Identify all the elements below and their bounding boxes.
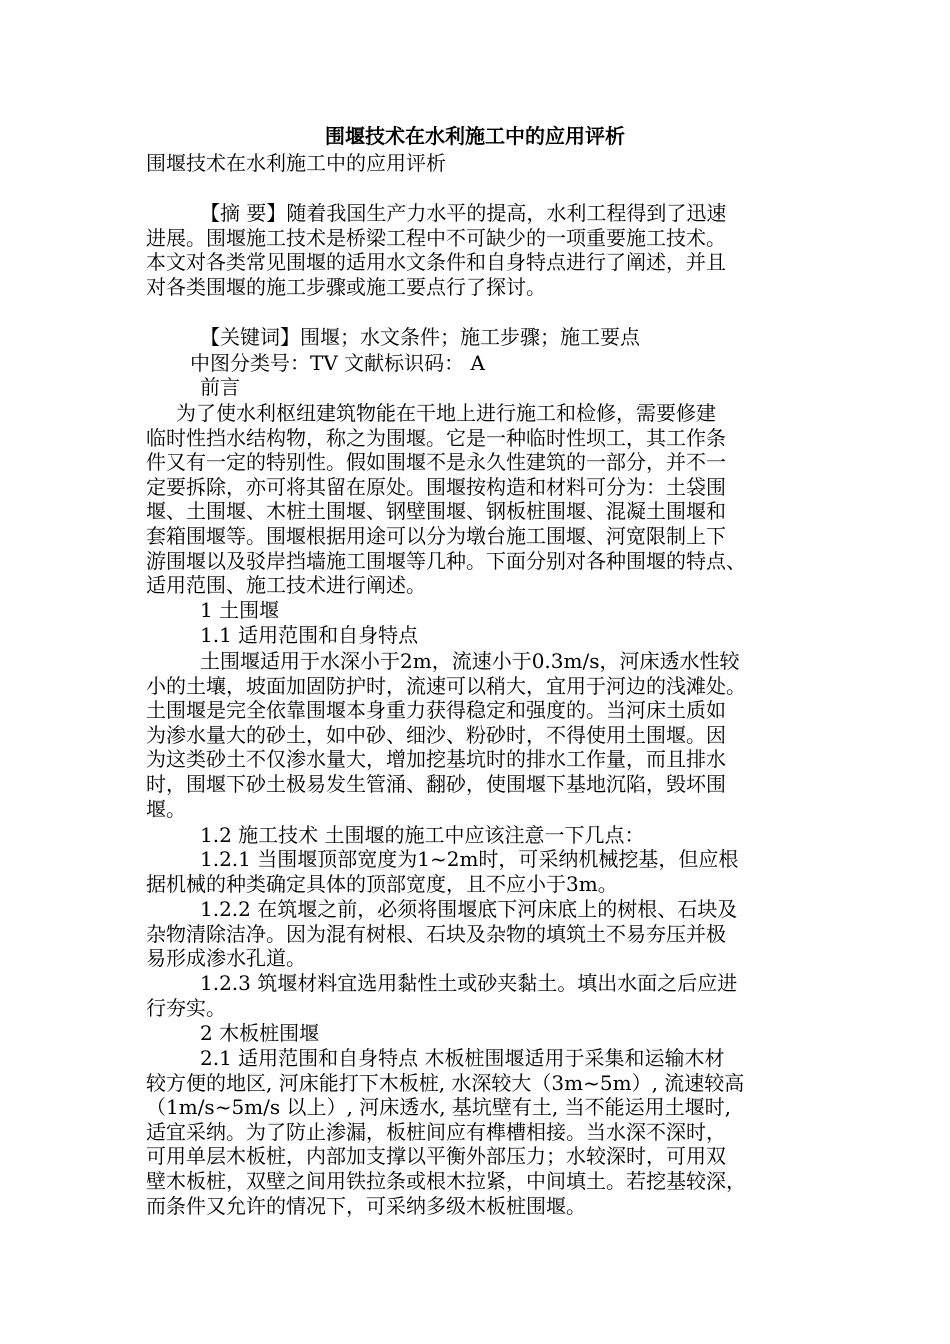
document-title: 围堰技术在水利施工中的应用评析 — [325, 124, 625, 148]
section-2-1-line: 壁木板桩，双壁之间用铁拉条或根木拉紧，中间填土。若挖基较深， — [146, 1169, 746, 1193]
section-2-1-line: 适宜采纳。为了防止渗漏，板桩间应有榫槽相接。当水深不深时， — [146, 1119, 726, 1144]
section-1-2-2-line: 杂物清除洁净。因为混有树根、石块及杂物的填筑土不易夯压并极 — [146, 921, 726, 946]
section-1-1-line: 为渗水量大的砂土，如中砂、细沙、粉砂时，不得使用土围堰。因 — [146, 722, 726, 747]
keywords-line: 【关键词】围堰；水文条件；施工步骤；施工要点 — [200, 325, 640, 349]
section-heading: 1 土围堰 — [200, 598, 280, 622]
section-1-2-1-line: 1.2.1 当围堰顶部宽度为1~2m时，可采纳机械挖基，但应根 — [200, 847, 739, 871]
abstract-line: 进展。围堰施工技术是桥梁工程中不可缺少的一项重要施工技术。 — [146, 225, 726, 250]
preface-line: 为了使水利枢纽建筑物能在干地上进行施工和检修，需要修建 — [176, 401, 716, 425]
section-2-1-line: 较方便的地区, 河床能打下木板桩, 水深较大（3m~5m）, 流速较高 — [146, 1070, 745, 1095]
section-2-1-line: 而条件又允许的情况下，可采纳多级木板桩围堰。 — [146, 1193, 586, 1218]
section-1-1-line: 为这类砂土不仅渗水量大，增加挖基坑时的排水工作量，而且排水 — [146, 747, 726, 772]
section-1-1-line: 时，围堰下砂土极易发生管涌、翻砂，使围堰下基地沉陷，毁坏围 — [146, 772, 726, 796]
classification-line: 中图分类号：TV 文献标识码： A — [190, 351, 485, 375]
preface-line: 适用范围、施工技术进行阐述。 — [146, 573, 426, 598]
abstract-line: 本文对各类常见围堰的适用水文条件和自身特点进行了阐述，并且 — [146, 250, 726, 275]
preface-line: 临时性挡水结构物，称之为围堰。它是一种临时性坝工，其工作条 — [146, 425, 726, 450]
section-heading: 2 木板桩围堰 — [200, 1021, 320, 1045]
preface-line: 定要拆除，亦可将其留在原处。围堰按构造和材料可分为：土袋围 — [146, 474, 726, 499]
section-1-1-line: 土围堰是完全依靠围堰本身重力获得稳定和强度的。当河床土质如 — [146, 698, 726, 723]
preface-line: 套箱围堰等。围堰根据用途可以分为墩台施工围堰、河宽限制上下 — [146, 524, 726, 548]
section-1-2-3-line: 1.2.3 筑堰材料宜选用黏性土或砂夹黏土。填出水面之后应进 — [200, 971, 738, 995]
abstract-line: 对各类围堰的施工步骤或施工要点行了探讨。 — [146, 274, 546, 299]
document-subtitle: 围堰技术在水利施工中的应用评析 — [146, 151, 446, 175]
section-1-2-3-line: 行夯实。 — [146, 995, 226, 1020]
section-1-1-line: 小的土壤，坡面加固防护时，流速可以稍大，宜用于河边的浅滩处。 — [146, 673, 746, 698]
section-1-2-2-line: 易形成渗水孔道。 — [146, 946, 306, 971]
subsection-heading: 1.2 施工技术 土围堰的施工中应该注意一下几点： — [200, 823, 645, 847]
preface-line: 堰、土围堰、木桩土围堰、钢壁围堰、钢板桩围堰、混凝土围堰和 — [146, 499, 726, 524]
preface-heading: 前言 — [200, 375, 240, 399]
abstract-line: 【摘 要】随着我国生产力水平的提高，水利工程得到了迅速 — [200, 201, 727, 225]
preface-line: 游围堰以及驳岸挡墙施工围堰等几种。下面分别对各种围堰的特点、 — [146, 548, 746, 573]
section-2-1-line: 可用单层木板桩，内部加支撑以平衡外部压力；水较深时，可用双 — [146, 1144, 726, 1169]
preface-line: 件又有一定的特别性。假如围堰不是永久性建筑的一部分，并不一 — [146, 450, 726, 475]
section-1-1-line: 堰。 — [146, 796, 186, 821]
section-2-1-line: 2.1 适用范围和自身特点 木板桩围堰适用于采集和运输木材 — [200, 1046, 725, 1070]
section-2-1-line: （1m/s~5m/s 以上）, 河床透水, 基坑壁有土, 当不能运用土堰时, — [146, 1095, 731, 1120]
subsection-heading: 1.1 适用范围和自身特点 — [200, 623, 419, 647]
section-1-2-2-line: 1.2.2 在筑堰之前，必须将围堰底下河床底上的树根、石块及 — [200, 897, 738, 921]
section-1-1-line: 土围堰适用于水深小于2m，流速小于0.3m/s，河床透水性较 — [200, 649, 740, 673]
section-1-2-1-line: 据机械的种类确定具体的顶部宽度，且不应小于3m。 — [146, 871, 618, 896]
